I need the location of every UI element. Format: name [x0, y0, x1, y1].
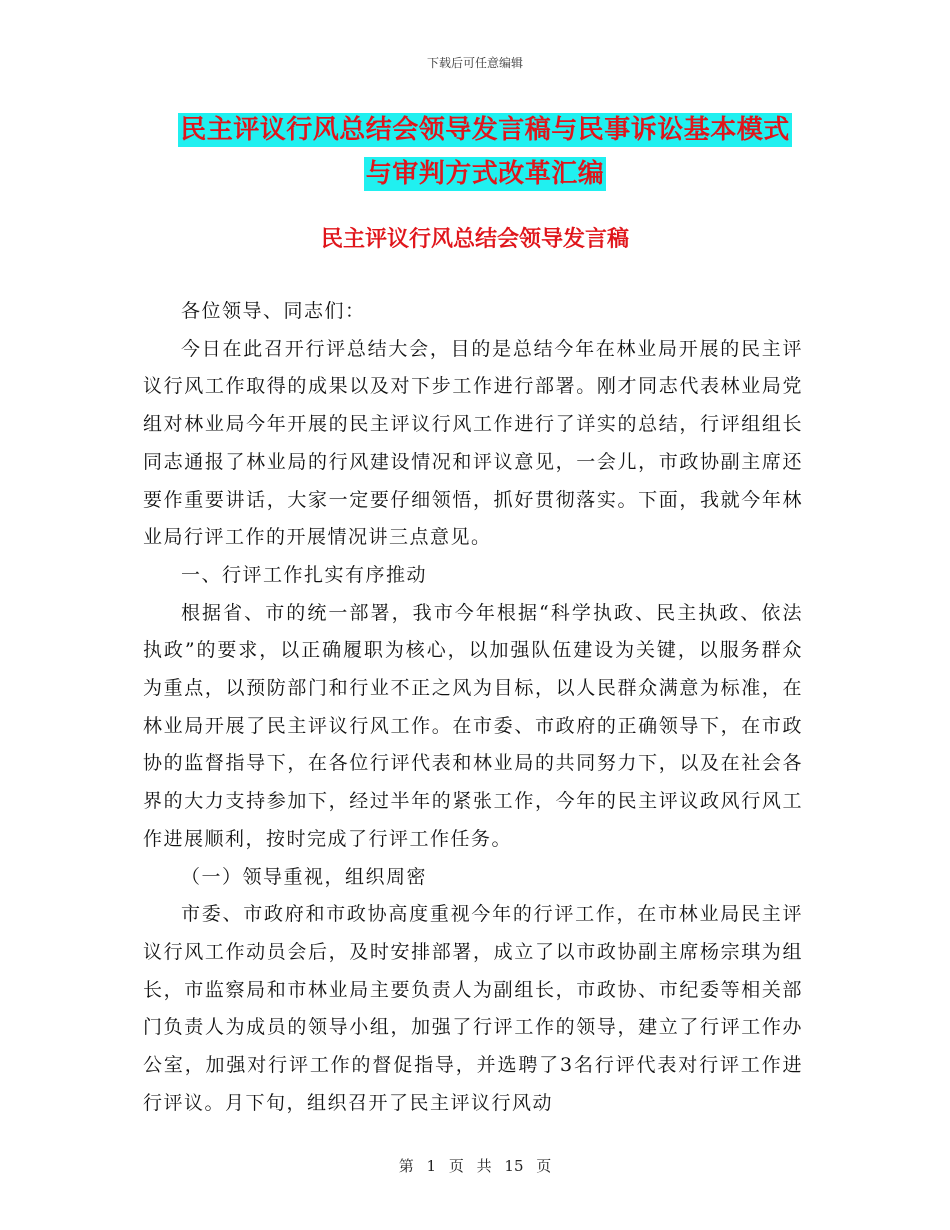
document-body — [143, 293, 803, 1122]
page-footer — [0, 1155, 950, 1176]
header-note: 下载后可任意编辑 — [426, 56, 523, 70]
footer-label-page: 第 — [398, 1157, 414, 1175]
document-title-line-2: 与审判方式改革汇编 — [365, 159, 605, 189]
document-title — [145, 108, 825, 196]
footer-total-pages: 15 — [504, 1157, 524, 1175]
footer-label-ye-2: 页 — [536, 1157, 552, 1175]
paragraph: 市委、市政府和市政协高度重视今年的行评工作，在市林业局民主评议行风工作动员会后，及时安排部署，成立了以市政协副主席杨宗琪为组长，市监察局和市林业局主要负责人为副组长，市政协、市纪委等相关部门负责人为成员的领导小组，加强了行评工作的领导，建立了行评工作办公室，加强对行评工作的督促指导，并选聘了3名行评代表对行评工作进行评议。月下旬，组织召开了民主评议行风动 — [143, 903, 803, 1114]
footer-current-page: 1 — [426, 1157, 437, 1175]
footer-label-total: 共 — [476, 1157, 492, 1175]
paragraph-heading: 一、行评工作扎实有序推动 — [181, 563, 428, 586]
document-title-line-1: 民主评议行风总结会领导发言稿与民事诉讼基本模式 — [180, 115, 790, 145]
paragraph-salutation: 各位领导、同志们： — [181, 300, 366, 322]
paragraph-subheading: （一）领导重视，组织周密 — [181, 865, 428, 888]
paragraph: 今日在此召开行评总结大会，目的是总结今年在林业局开展的民主评议行风工作取得的成果以及对下步工作进行部署。刚才同志代表林业局党组对林业局今年开展的民主评议行风工作进行了详实的总结，行评组组长同志通报了林业局的行风建设情况和评议意见，一会儿，市政协副主席还要作重要讲话，大家一定要仔细领悟，抓好贯彻落实。下面，我就今年林业局行评工作的开展情况讲三点意见。 — [143, 337, 803, 549]
footer-label-ye: 页 — [448, 1157, 464, 1175]
paragraph: 根据省、市的统一部署，我市今年根据“科学执政、民主执政、依法执政”的要求，以正确履职为核心，以加强队伍建设为关键，以服务群众为重点，以预防部门和行业不正之风为目标，以人民群众满意为标准，在林业局开展了民主评议行风工作。在市委、市政府的正确领导下，在市政协的监督指导下，在各位行评代表和林业局的共同努力下，以及在社会各界的大力支持参加下，经过半年的紧张工作，今年的民主评议政风行风工作进展顺利，按时完成了行评工作任务。 — [143, 601, 803, 850]
section-title: 民主评议行风总结会领导发言稿 — [320, 226, 629, 252]
